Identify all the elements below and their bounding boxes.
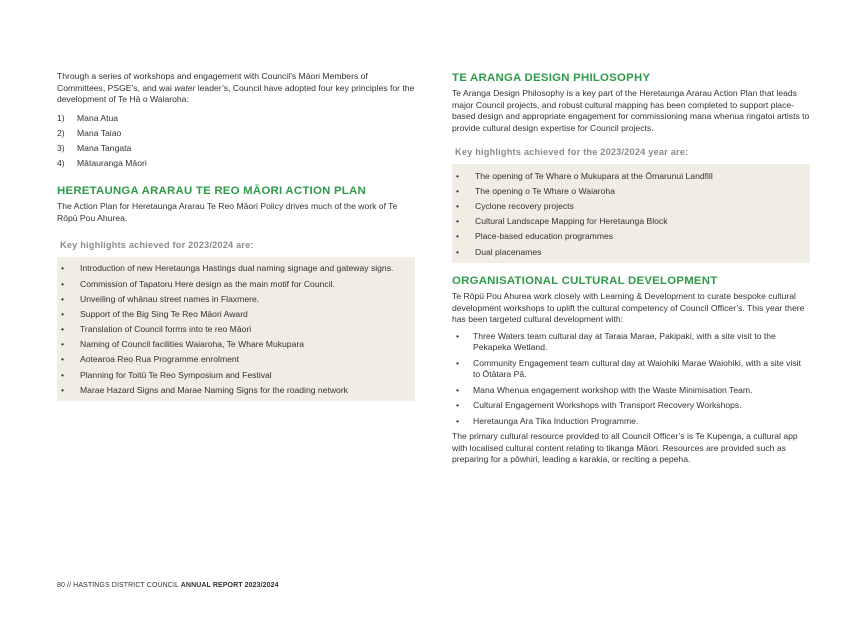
design-paragraph: Te Aranga Design Philosophy is a key part of the Heretaunga Ararau Action Plan that leads major Council projects, and robust cultural mapping has been completed to support place-based design and appropriate engagement for commissioning mana whenua ringatoi artists to provide cultural design expertise for Council projects. [452,88,810,133]
section-heading-org: ORGANISATIONAL CULTURAL DEVELOPMENT [452,275,718,288]
highlight-item [57,382,415,397]
left-column [57,71,415,401]
highlight-item-text: Translation of Council forms into te reo Māori [80,324,252,335]
highlights-list-right [452,168,810,259]
bullet-icon: • [456,216,460,227]
highlight-item [452,229,810,244]
footer-report-title: ANNUAL REPORT 2023/2024 [180,582,279,589]
principle-text: Mātauranga Māori [77,158,147,169]
org-item-text: Heretaunga Ara Tika Induction Programme. [473,415,639,426]
principle-item [57,143,415,155]
highlight-item-text: Support of the Big Sing Te Reo Māori Award [80,308,248,319]
intro-text-start: Through a series of workshops and engagement with Council’s Māori Members of Committees, PSGE’s, and wai [57,71,368,93]
intro-paragraph [57,71,415,106]
org-development-list [452,331,810,427]
principle-text: Mana Atua [77,112,119,123]
highlight-item-text: Planning for Toitū Te Reo Symposium and Festival [80,369,272,380]
highlight-item [57,306,415,321]
highlight-item-text: Aotearoa Reo Rua Programme enrolment [80,354,240,365]
highlights-box-left [57,257,415,402]
highlight-item [57,261,415,276]
page-footer [57,582,279,589]
bullet-icon: • [456,357,460,368]
highlight-item-text: The opening of Te Whare o Mukupara at the Ōmarunui Landfill [475,170,713,181]
highlight-item [452,244,810,259]
highlight-item [57,337,415,352]
principle-item [57,128,415,140]
highlight-item-text: Commission of Tapatoru Here design as the main motif for Council. [80,278,335,289]
highlights-title-left: Key highlights achieved for 2023/2024 are: [60,240,254,251]
highlight-item [57,321,415,336]
bullet-icon: • [456,246,460,257]
section-text-te-reo: The Action Plan for Heretaunga Ararau Te Reo Māori Policy drives much of the work of Te Rōpū Pou Ahurea. [57,200,398,223]
org-item [452,416,810,428]
principle-item [57,158,415,170]
bullet-icon: • [456,400,460,411]
bullet-icon: • [61,369,65,380]
highlight-item [57,367,415,382]
bullet-icon: • [456,415,460,426]
highlight-item-text: Introduction of new Heretaunga Hastings dual naming signage and gateway signs. [80,263,394,274]
bullet-icon: • [61,354,65,365]
bullet-icon: • [61,293,65,304]
bullet-icon: • [61,384,65,395]
highlight-item-text: Cyclone recovery projects [475,200,574,211]
principle-number: 2) [57,127,65,138]
org-item [452,358,810,381]
bullet-icon: • [61,308,65,319]
org-item [452,331,810,354]
principle-number: 1) [57,112,65,123]
principle-number: 3) [57,143,65,154]
highlight-item [452,183,810,198]
principle-text: Mana Tangata [77,143,132,154]
bullet-icon: • [456,185,460,196]
footer-page-label: 80 // HASTINGS DISTRICT COUNCIL [57,582,181,589]
highlights-box-right [452,164,810,263]
org-item-text: Cultural Engagement Workshops with Transport Recovery Workshops. [473,400,742,411]
org-item [452,400,810,412]
closing-paragraph: The primary cultural resource provided to all Council Officer’s is Te Kupenga, a cultural app with localised cultural content relating to tikanga Māori. Resources are provided such as preparing for a pōwhiri, leading a karakia, or reciting a pepeha. [452,431,798,465]
bullet-icon: • [61,324,65,335]
highlight-item-text: The opening o Te Whare o Waiaroha [475,185,615,196]
intro-text-end: leader’s, Council have adopted four key principles for the development of Te Hā o Waiaroha: [57,82,415,105]
right-column [452,71,810,466]
bullet-icon: • [61,263,65,274]
org-item-text: Community Engagement team cultural day at Waiohiki Marae Waiohiki, with a site visit to Ōtātara Pā. [473,357,801,380]
highlight-item [452,168,810,183]
intro-text-emphasis: water [174,82,196,93]
principle-text: Mana Taiao [77,127,122,138]
bullet-icon: • [456,384,460,395]
section-heading-design: TE ARANGA DESIGN PHILOSOPHY [452,72,651,84]
principles-list [57,113,415,170]
highlight-item-text: Place-based education programmes [475,231,614,242]
bullet-icon: • [61,339,65,350]
bullet-icon: • [61,278,65,289]
highlight-item-text: Cultural Landscape Mapping for Heretaunga Block [475,216,668,227]
org-item-text: Three Waters team cultural day at Taraia Marae, Pakipaki, with a site visit to the Pekapeka Wetland. [473,330,776,353]
highlights-title-right: Key highlights achieved for the 2023/2024 year are: [455,147,689,158]
bullet-icon: • [456,170,460,181]
highlight-item [452,214,810,229]
principle-item [57,113,415,125]
bullet-icon: • [456,231,460,242]
highlight-item-text: Unveiling of whānau street names in Flaxmere. [80,293,260,304]
highlights-list-left [57,261,415,398]
org-item [452,385,810,397]
org-item-text: Mana Whenua engagement workshop with the Waste Minimisation Team. [473,384,753,395]
bullet-icon: • [456,200,460,211]
highlight-item [57,276,415,291]
highlight-item-text: Dual placenames [475,246,542,257]
highlight-item [452,198,810,213]
highlight-item [57,291,415,306]
section-heading-te-reo: HERETAUNGA ARARAU TE REO MĀORI ACTION PLAN [57,184,366,197]
bullet-icon: • [456,330,460,341]
highlight-item [57,352,415,367]
highlight-item-text: Naming of Council facilities Waiaroha, Te Whare Mukupara [80,339,305,350]
org-paragraph: Te Rōpū Pou Ahurea work closely with Learning & Development to curate bespoke cultural development workshops to uplift the cultural competency of Council Officer’s. This year there has been targeted cultural development with: [452,291,805,325]
principle-number: 4) [57,158,65,169]
highlight-item-text: Marae Hazard Signs and Marae Naming Signs for the roading network [80,384,348,395]
